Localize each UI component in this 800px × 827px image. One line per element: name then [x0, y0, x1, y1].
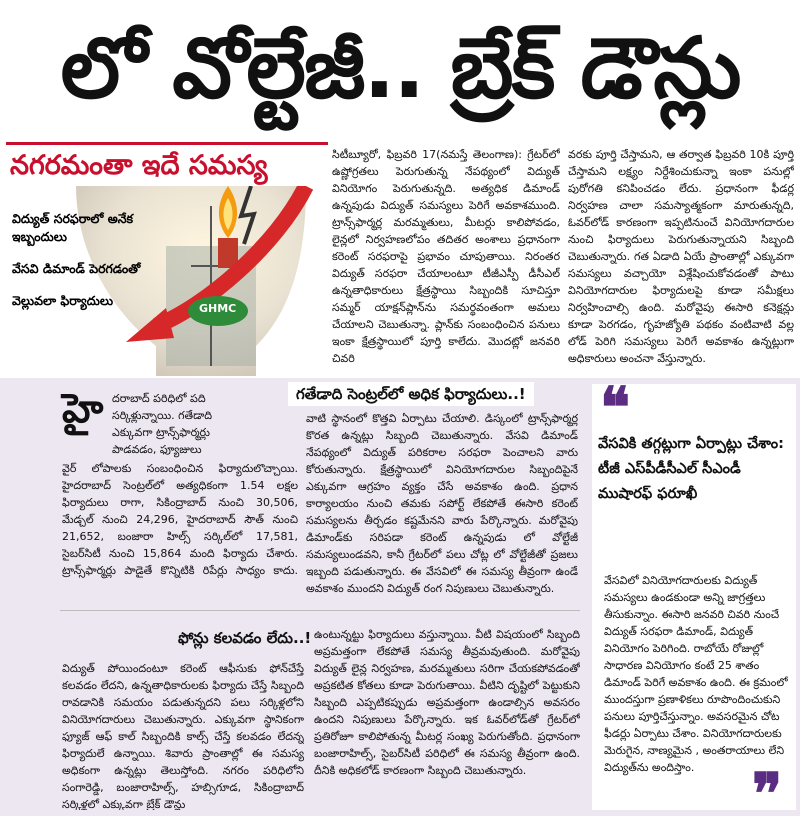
quote-body: వేసవిలో వినియోగదారులకు విద్యుత్ సమస్యలు ఉండకుండా అన్ని జాగ్రత్తలు తీసుకున్నాం. ఈసారి జనవరి చివరి నుంచే విద్యుత్ సరఫరా డిమాండ్, విద్యుత్ వినియోగం పెరిగింది. రాబోయే రోజుల్లో సాధారణ వినియోగం కంటే 25 శాతం డిమాండ్ పెరిగే అవకాశం ఉంది. ఈ క్రమంలో ముందస్తుగా ప్రణాళికలు రూపొందించుకుని పనులు పూర్తిచేస్తున్నాం. అవసరమైన చోట ఫీడర్లు ఏర్పాటు చేశాం. వినియోగదారులకు మెరుగైన, నాణ్యమైన , అంతరాయాలు లేని విద్యుత్‌ను అందిస్తాం.	[604, 574, 788, 774]
mid-column-2: వాటి స్థానంలో కొత్తవి ఏర్పాటు చేయాలి. డిస్కంలో ట్రాన్స్‌ఫార్మర్ల కొరత ఉన్నట్లు సిబ్బంది చెబుతున్నారు. వేసవి డిమాండ్ నేపథ్యంలో విద్యుత్ పరికరాల సరఫరా పెంచాలని వారు కోరుతున్నారు. క్షేత్రస్థాయిలో వినియోగదారుల సిబ్బందిపైనే ఎక్కువగా ఆగ్రహం వ్యక్తం చేసే అవకాశం ఉంది. ప్రధాన కార్యాలయం నుంచి తమకు సపోర్ట్ లేకపోతే ఈసారి కరెంట్ సమస్యలను తీర్చడం కష్టమేనని వారు పేర్కొన్నారు. మరోవైపు డిమాండ్‌కు సరిపడా కరెంట్ ఉన్నపుడు లో వోల్టేజీ సమస్యలుండవని, కానీ గ్రేటర్‌లో పలు చోట్ల లో వోల్టేజీతో ప్రజలు ఇబ్బంది పడుతున్నారు. ఈ వేసవిలో ఈ సమస్య తీవ్రంగా ఉండే అవకాశం ముందని విద్యుత్ రంగ నిపుణులు చెబుతున్నారు.	[306, 412, 578, 595]
bottom-column-1: విద్యుత్ పోయిందంటూ కరెంట్ ఆఫీసుకు ఫోన్‌చేస్తే కలవడం లేదని, ఉన్నతాధికారులకు ఫిర్యాదు చేస్తే సిబ్బంది రావడానికి సమయం పడుతున్నదని పలు సర్కిళ్లలోని వినియోగదారులు చెబుతున్నారు. ఎక్కువగా స్థానికంగా ఫ్యూజ్ ఆఫ్ కాల్ సిబ్బందికి కాల్స్ చేస్తే కలవడం లేదన్న ఫిర్యాదులే ఉన్నాయి. శివారు ప్రాంతాల్లో ఈ సమస్య అధికంగా ఉన్నట్లు తెలుస్తోంది. నగరం పరిధిలోని సంగారెడ్డి, బంజారాహిల్స్, హబ్సిగూడ, సికింద్రాబాద్ సర్కిళ్లలో ఎక్కువగా బ్రేక్ డౌన్లు	[62, 662, 304, 810]
quote-open-icon: ❝	[600, 375, 631, 441]
mid-intro: దరాబాద్ పరిధిలో పది సర్కిళ్లున్నాయి. గతేడాది ఎక్కువగా ట్రాన్స్‌ఫార్మర్లు పాడవడం, ఫ్యూజులు	[112, 392, 213, 456]
bottom-column-2: ఉంటున్నట్టు ఫిర్యాదులు వస్తున్నాయి. వీటి విషయంలో సిబ్బంది అప్రమత్తంగా లేకపోతే సమస్య తీవ్రమవుతుంది. మరోవైపు విద్యుత్ లైన్ల నిర్వహణ, మరమ్మతులు సరిగా చేయకపోవడంతో అప్రకటిత కోతలు కూడా పెరుగుతాయి. వీటిని దృష్టిలో పెట్టుకుని సిబ్బంది ఎప్పటికప్పుడు అప్రమత్తంగా ఉండాల్సిన అవసరం ఉందని నిపుణులు పేర్కొన్నారు. ఇక ఓవర్‌లోడ్‌తో గ్రేటర్‌లో ప్రతిరోజూ కాలిపోతున్న మీటర్ల సంఖ్య పెరుగుతోంది. ప్రధానంగా బంజారాహిల్స్, సైబర్‌సిటీ పరిధిలో ఈ సమస్య తీవ్రంగా ఉంది. దీనికి అధికలోడ్ కారణంగా సిబ్బంది చెబుతున్నారు.	[314, 628, 580, 777]
drop-cap: హై	[62, 386, 104, 432]
top-column-2: సిటీబ్యూరో, ఫిబ్రవరి 17(నమస్తే తెలంగాణ): గ్రేటర్‌లో ఉష్ణోగ్రతలు పెరుగుతున్న నేపథ్యంలో విద్యుత్ వినియోగం పెరుగుతున్నది. అత్యధిక డిమాండ్ ఉన్నపుడు విద్యుత్ సమస్యలు పెరిగే అవకాశముంది. ట్రాన్స్‌ఫార్మర్ల మరమ్మతులు, మీటర్లు కాలిపోవడం, లైన్లలో నిర్వహణలోపం తదితర అంశాలు ప్రధానంగా కరెంట్ సరఫరాపై ప్రభావం చూపుతాయి. నిరంతర విద్యుత్ సరఫరా చేయాలంటూ టీజీఎస్పీ డీసీఎల్ ఉన్నతాధికారులు క్షేత్రస్థాయి సిబ్బందికి సూచిస్తూ సమ్మర్ యాక్షన్‌ప్లాన్‌ను సమర్థవంతంగా అమలు చేయాలని చెబుతున్నా. ప్లాన్‌కు సంబంధించిన పనులు ఇంకా క్షేత్రస్థాయిలో పూర్తి కాలేదు. మొదట్లో జనవరి చివరి	[332, 148, 560, 365]
bulb-point-1: విద్యుత్ సరఫరాలో అనేక ఇబ్బందులు	[12, 211, 134, 244]
bulb-point-2: వేసవి డిమాండ్ పెరగడంతో	[12, 261, 141, 276]
subhead-central: గతేడాది సెంట్రల్‌లో అధిక ఫిర్యాదులు..!	[288, 382, 534, 406]
section-divider	[60, 610, 580, 611]
quote-close-icon: ❞	[752, 761, 783, 827]
bulb-points	[12, 210, 142, 324]
ghmc-badge: GHMC	[199, 302, 237, 315]
quote-title: వేసవికి తగ్గట్లుగా ఏర్పాట్లు చేశాం: టీజీ ఎస్‌పీడీసీఎల్ సీఎండీ ముషారఫ్ ఫరూఖీ	[598, 436, 784, 502]
bulb-point-3: వెల్లువలా ఫిర్యాదులు	[12, 293, 114, 308]
subhead-phones: ఫోన్లు కలవడం లేదు..!	[178, 629, 312, 647]
mid-column-1: వైర్ లోపాలకు సంబంధించిన ఫిర్యాదులొచ్చాయి. హైదరాబాద్ సెంట్రల్‌లో అత్యధికంగా 1.54 లక్షల ఫిర్యాదులు రాగా, సికింద్రాబాద్ నుంచి 30,506, మేడ్చల్ నుంచి 24,296, హైదరాబాద్ సౌత్ నుంచి 21,652, బంజారా హిల్స్ సర్కిల్‌లో 17,581, సైబర్‌సిటీ నుంచి 15,864 మంది ఫిర్యాదు చేశారు. ట్రాన్స్‌ఫార్మర్లు పాడైతే కొన్నిటికి రిపేర్లు సాధ్యం కాదు.	[62, 462, 298, 577]
top-column-3: వరకు పూర్తి చేస్తామని, ఆ తర్వాత ఫిబ్రవరి 10కి పూర్తి చేస్తామని లక్ష్యం నిర్దేశించుకున్నా ఇంకా పనుల్లో పురోగతి కనిపించడం లేదు. ప్రధానంగా ఫీడర్ల నిర్వహణ చాలా సమస్యాత్మకంగా మారుతున్నది, ఓవర్‌లోడ్ కారణంగా ఇప్పటినుంచే వినియోగదారుల నుంచి ఫిర్యాదులు పెరుగుతున్నాయని సిబ్బంది చెబుతున్నారు. గత ఏడాది ఏయే ప్రాంతాల్లో ఎక్కువగా సమస్యలు వచ్చాయో విశ్లేషించుకోవడంతో పాటు వినియోగదారుల ఫిర్యాదులపై కూడా సమీక్షలు నిర్వహించాల్సి ఉంది. మరోవైపు ఈసారి కనెక్షన్లు కూడా పెరగడం, గృహజ్యోతి పథకం వంటివాటి వల్ల లోడ్ పెరిగి సమస్యలు పెరిగే అవకాశం ఉన్నట్లుగా అధికారులు అంచనా వేస్తున్నారు.	[568, 148, 794, 365]
headline: లో వోల్టేజీ.. బ్రేక్ డౌన్లు	[60, 19, 740, 117]
kicker: నగరమంతా ఇదే సమస్య	[6, 142, 328, 187]
